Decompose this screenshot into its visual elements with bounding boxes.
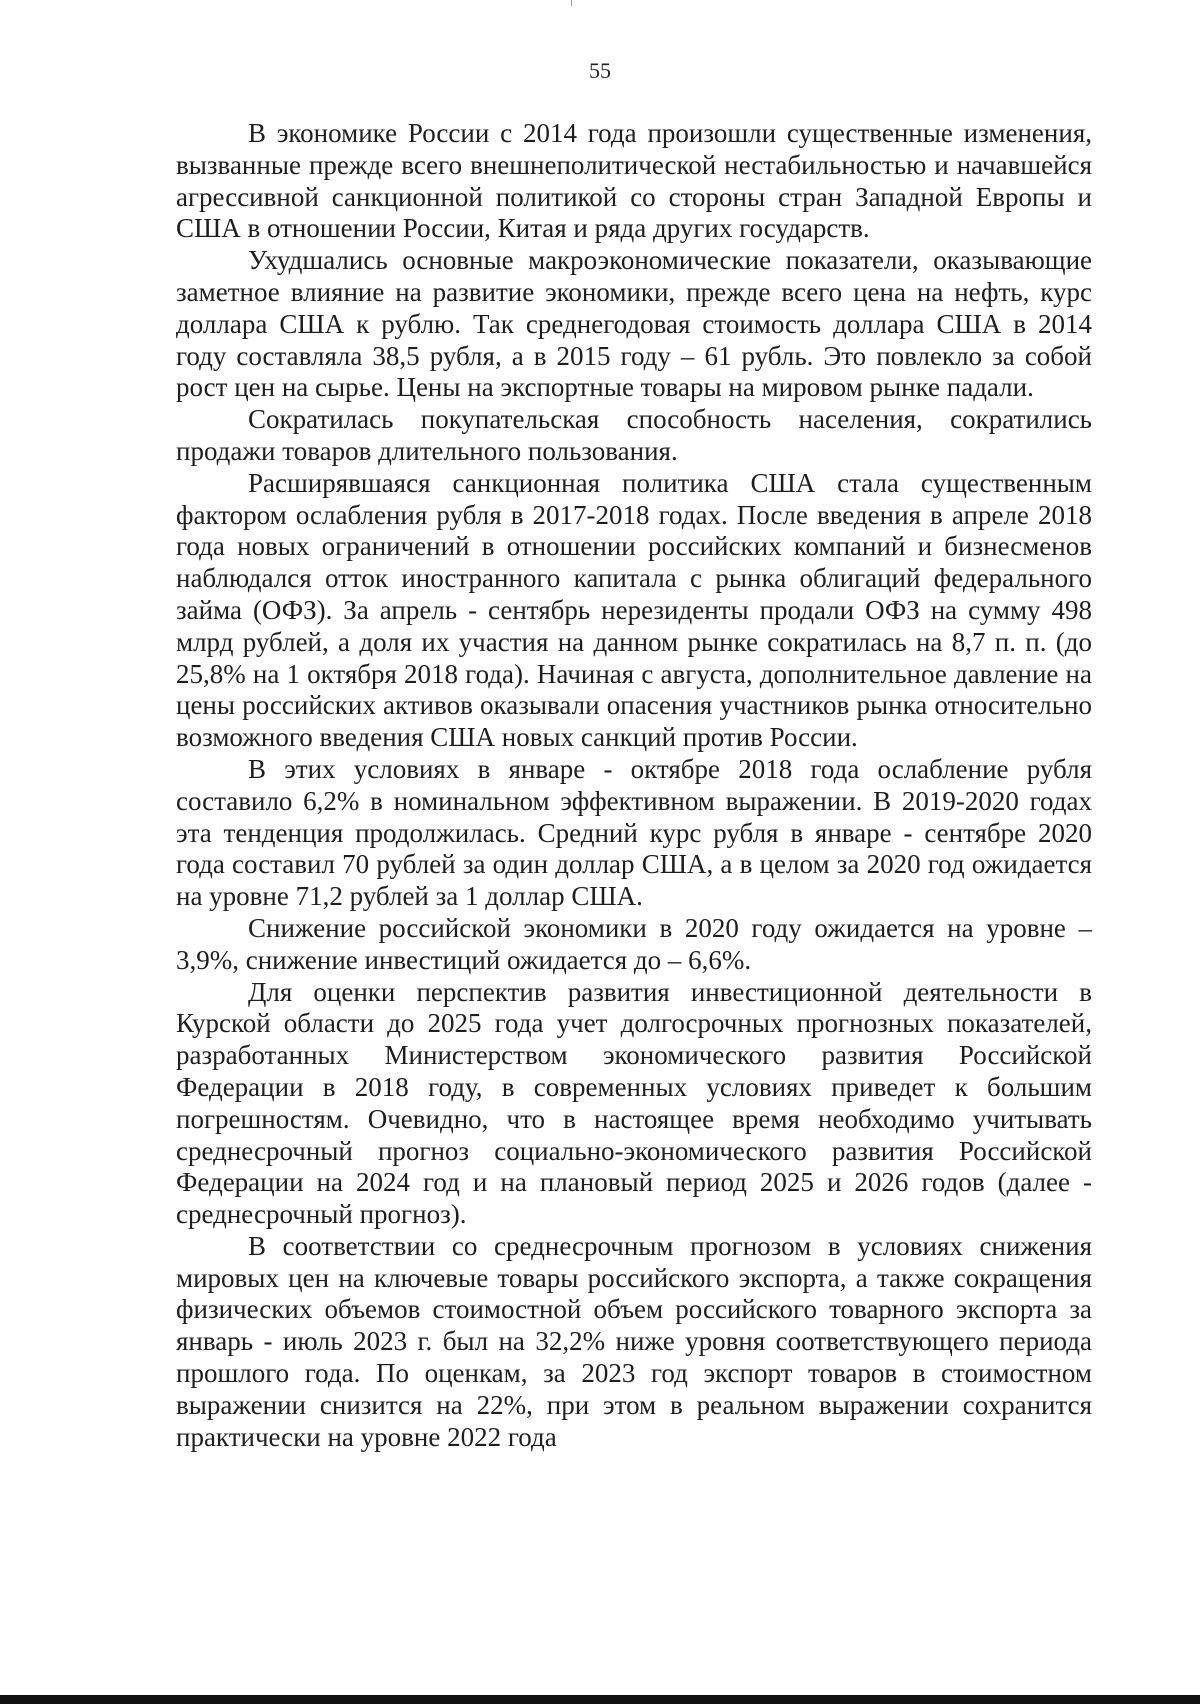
paragraph-macro-indicators: Ухудшались основные макроэкономические показатели, оказывающие заметное влияние на развитие экономики, прежде всего цена на нефть, курс доллара США к рублю. Так среднегодовая стоимость доллара США в 2014 году составляла 38,5 рубля, а в 2015 году – 61 рубль. Это повлекло за собой рост цен на сырье. Цены на экспортные товары на мировом рынке падали.	[176, 245, 1092, 403]
paragraph-economy-decline: Снижение российской экономики в 2020 году ожидается на уровне – 3,9%, снижение инвестиций ожидается до – 6,6%.	[176, 912, 1092, 975]
paragraph-sanctions-intro: В экономике России с 2014 года произошли существенные изменения, вызванные прежде всего внешнеполитической нестабильностью и начавшейся агрессивной санкционной политикой со стороны стран Западной Европы и США в отношении России, Китая и ряда других государств.	[176, 118, 1092, 244]
paragraph-investment-outlook: Для оценки перспектив развития инвестиционной деятельности в Курской области до 2025 года учет долгосрочных прогнозных показателей, разработанных Министерством экономического развития Российской Федерации в 2018 году, в современных условиях приведет к большим погрешностям. Очевидно, что в настоящее время необходимо учитывать среднесрочный прогноз социально-экономического развития Российской Федерации на 2024 год и на плановый период 2025 и 2026 годов (далее - среднесрочный прогноз).	[176, 976, 1092, 1230]
document-body	[176, 118, 1092, 1453]
scan-bottom-edge	[0, 1695, 1200, 1704]
paragraph-exchange-rate: В этих условиях в январе - октябре 2018 года ослабление рубля составило 6,2% в номинальном эффективном выражении. В 2019-2020 годах эта тенденция продолжилась. Средний курс рубля в январе - сентябре 2020 года составил 70 рублей за один доллар США, а в целом за 2020 год ожидается на уровне 71,2 рублей за 1 доллар США.	[176, 753, 1092, 912]
page-number: 55	[589, 58, 611, 83]
paragraph-export-forecast: В соответствии со среднесрочным прогнозом в условиях снижения мировых цен на ключевые товары российского экспорта, а также сокращения физических объемов стоимостной объем российского товарного экспорта за январь - июль 2023 г. был на 32,2% ниже уровня соответствующего периода прошлого года. По оценкам, за 2023 год экспорт товаров в стоимостном выражении снизится на 22%, при этом в реальном выражении сохранится практически на уровне 2022 года	[176, 1230, 1092, 1452]
paragraph-ruble-weakening: Расширявшаяся санкционная политика США стала существенным фактором ослабления рубля в 2017-2018 годах. После введения в апреле 2018 года новых ограничений в отношении российских компаний и бизнесменов наблюдался отток иностранного капитала с рынка облигаций федерального займа (ОФЗ). За апрель - сентябрь нерезиденты продали ОФЗ на сумму 498 млрд рублей, а доля их участия на данном рынке сократилась на 8,7 п. п. (до 25,8% на 1 октября 2018 года). Начиная с августа, дополнительное давление на цены российских активов оказывали опасения участников рынка относительно возможного введения США новых санкций против России.	[176, 467, 1092, 753]
scan-mark	[571, 0, 572, 6]
paragraph-purchasing-power: Сократилась покупательская способность населения, сократились продажи товаров длительного пользования.	[176, 404, 1092, 466]
